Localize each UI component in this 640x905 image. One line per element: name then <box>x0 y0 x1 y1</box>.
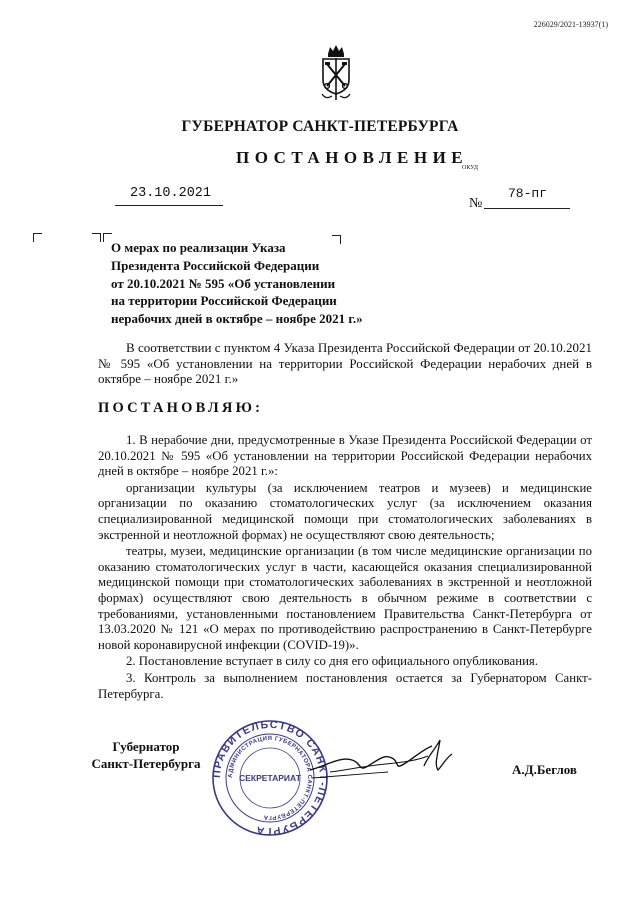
signer-title-line: Губернатор <box>112 739 180 754</box>
coat-of-arms-icon <box>316 44 356 102</box>
body-paragraph: театры, музеи, медицинские организации (в том числе медицинские организации по оказанию стоматологических услуг в части, касающейся оказания специализированной медицинской помощи при стоматологических заболеваниях в экстренной и неотложной формах) осуществляют свою деятельность в обычном режиме в соответствии с требованиями, установленными постановлением Правительства Санкт-Петербурга от 13.03.2020 № 121 «О мерах по противодействию распространению в Санкт-Петербурге новой коронавирусной инфекции (COVID-19)». <box>98 544 592 652</box>
document-date: 23.10.2021 <box>130 186 212 201</box>
body-paragraph: 1. В нерабочие дни, предусмотренные в Указе Президента Российской Федерации от 20.10.2021 № 595 «Об установлении на территории Российской Федерации нерабочих дней в октябре – ноябре 2021 г.»: <box>98 433 592 479</box>
body-paragraph: 2. Постановление вступает в силу со дня его официального опубликования. <box>126 654 539 669</box>
subject-line: на территории Российской Федерации <box>111 293 337 309</box>
seal-inner-text: АДМИНИСТРАЦИЯ ГУБЕРНАТОРА САНКТ-ПЕТЕРБУРГА <box>227 735 313 821</box>
document-type: ПОСТАНОВЛЕНИЕ <box>236 148 469 167</box>
seal-outer-text: ПРАВИТЕЛЬСТВО САНКТ-ПЕТЕРБУРГА <box>210 718 330 838</box>
corner-mark <box>33 233 42 242</box>
issuing-authority: ГУБЕРНАТОР САНКТ-ПЕТЕРБУРГА <box>181 118 459 135</box>
signer-title-line: Санкт-Петербурга <box>91 756 201 771</box>
document-number: 78-пг <box>508 186 548 201</box>
body-paragraph: организации культуры (за исключением театров и музеев) и медицинские организации по оказанию стоматологических услуг (за исключением оказания специализированной медицинской помощи при стоматологических заболеваниях в экстренной и неотложной формах) не осуществляют свою деятельность; <box>98 480 592 542</box>
decree-heading: ПОСТАНОВЛЯЮ: <box>98 400 264 416</box>
number-sign: № <box>469 196 483 211</box>
seal-center-text: СЕКРЕТАРИАТ <box>239 773 301 783</box>
okud-label: ОКУД <box>462 165 478 171</box>
body-paragraph: 3. Контроль за выполнением постановления остается за Губернатором Санкт-Петербурга. <box>98 670 592 701</box>
date-underline <box>115 205 223 206</box>
corner-mark <box>92 233 101 242</box>
subject-line: О мерах по реализации Указа <box>111 240 286 255</box>
preamble-paragraph: В соответствии с пунктом 4 Указа Президента Российской Федерации от 20.10.2021 № 595 «Об установлении на территории Российской Федерации нерабочих дней в октябре – ноябре 2021 г.» <box>98 340 592 387</box>
document-subject <box>111 239 381 328</box>
document-body <box>98 433 592 703</box>
registration-number: 226029/2021-13937(1) <box>533 20 608 29</box>
signer-name: А.Д.Беглов <box>512 762 577 777</box>
subject-line: от 20.10.2021 № 595 «Об установлении <box>111 275 336 291</box>
subject-line: Президента Российской Федерации <box>111 257 320 273</box>
number-underline <box>484 208 570 209</box>
handwritten-signature <box>306 726 466 796</box>
subject-line: нерабочих дней в октябре – ноябре 2021 г.» <box>111 311 363 327</box>
signer-title <box>86 738 206 772</box>
